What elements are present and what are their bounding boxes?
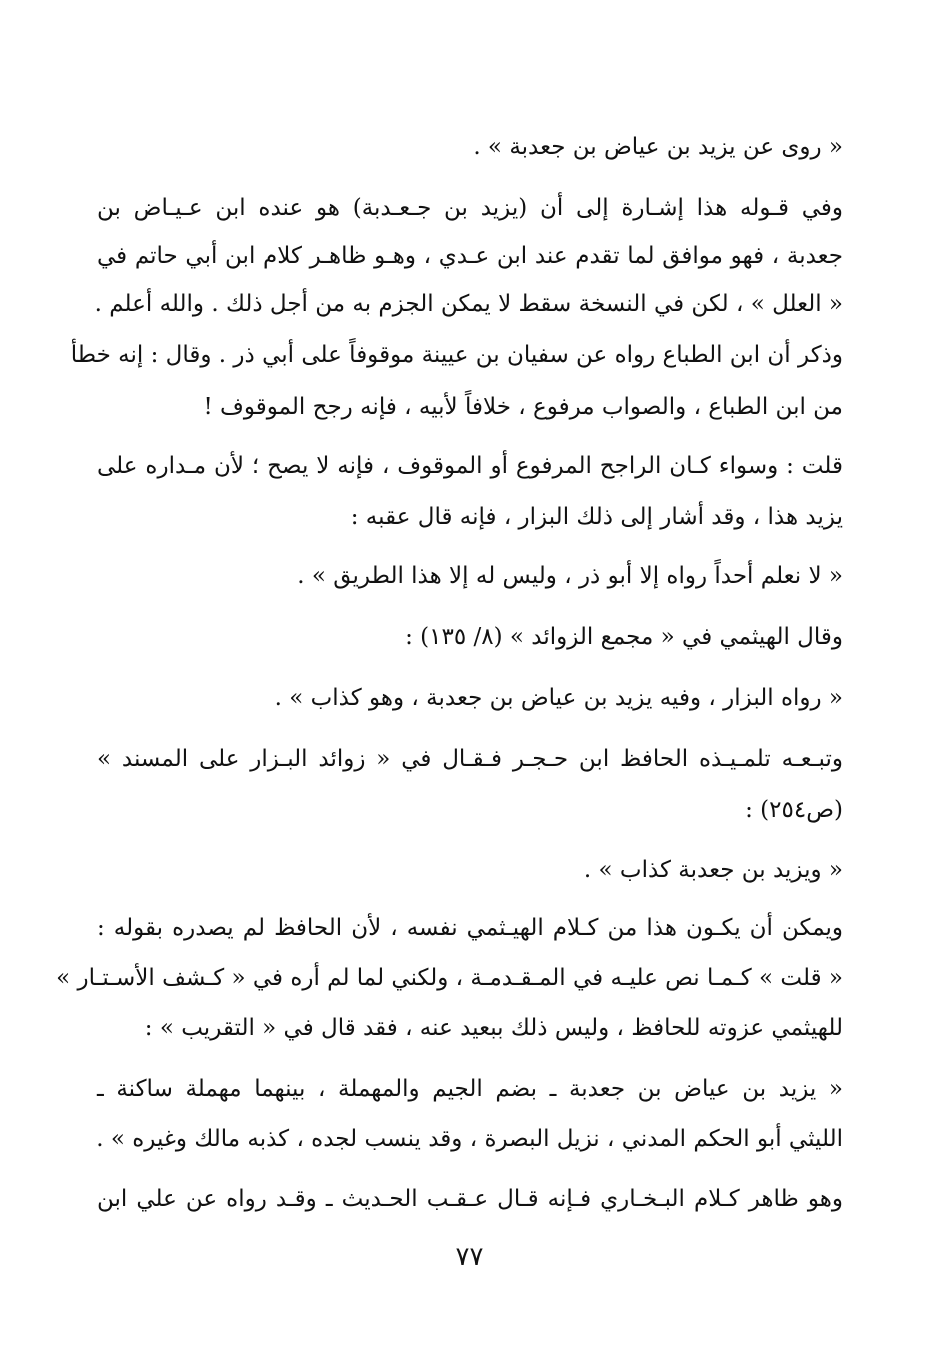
paragraph-line: للهيثمي عزوته للحافظ ، وليس ذلك ببعيد عنه ، فقد قال في « التقريب » : [144, 1015, 843, 1041]
paragraph-line: ويمكن أن يكـون هذا من كـلام الهيـثمي نفسه ، لأن الحافظ لم يصدره بقوله : [97, 915, 843, 941]
paragraph-line: جعدبة ، فهو موافق لما تقدم عند ابن عـدي ، وهـو ظاهـر كلام ابن أبي حاتم في [97, 243, 843, 269]
paragraph-line: وهو ظاهر كـلام البـخـاري فـإنه قـال عـقـب الحـديث ـ وقـد رواه عن علي ابن [97, 1186, 843, 1212]
quote-line: الليثي أبو الحكم المدني ، نزيل البصرة ، وقد ينسب لجده ، كذبه مالك وغيره » . [96, 1126, 843, 1152]
paragraph-line: « العلل » ، لكن في النسخة سقط لا يمكن الجزم به من أجل ذلك . والله أعلم . [94, 291, 843, 317]
quote-line: « رواه البزار ، وفيه يزيد بن عياض بن جعدبة ، وهو كذاب » . [274, 685, 843, 711]
quote-line: « يزيد بن عياض بن جعدبة ـ بضم الجيم والمهملة ، بينهما مهملة ساكنة ـ [97, 1076, 843, 1102]
paragraph-line: قلت : وسواء كـان الراجح المرفوع أو الموقوف ، فإنه لا يصح ؛ لأن مـداره على [97, 453, 843, 479]
paragraph-line: « قلت » كـمـا نص عليـه في المـقـدمـة ، ولكني لما لم أره في « كـشف الأسـتـار » [56, 965, 843, 991]
paragraph-line: وتبـعـه تلمـيـذه الحافظ ابن حـجـر فـقـال في « زوائد البـزار على المسند » [97, 746, 843, 772]
paragraph-line: من ابن الطباع ، والصواب مرفوع ، خلافاً لأبيه ، فإنه رجح الموقوف ! [203, 394, 843, 420]
quote-line: « روى عن يزيد بن عياض بن جعدبة » . [473, 134, 843, 160]
paragraph-line: وذكر أن ابن الطباع رواه عن سفيان بن عيينة موقوفاً على أبي ذر . وقال : إنه خطأ [70, 342, 843, 368]
paragraph-line: يزيد هذا ، وقد أشار إلى ذلك البزار ، فإنه قال عقبه : [350, 504, 843, 530]
page-number: ٧٧ [455, 1242, 484, 1272]
paragraph-line: (ص٢٥٤) : [745, 797, 843, 823]
paragraph-line: وقال الهيثمي في « مجمع الزوائد » (٨/ ١٣٥) : [405, 624, 843, 650]
paragraph-line: وفي قـوله هذا إشـارة إلى أن (يزيد بن جـعـدبة) هو عنده ابن عـيـاض بن [97, 195, 843, 221]
quote-line: « لا نعلم أحداً رواه إلا أبو ذر ، وليس له إلا هذا الطريق » . [297, 563, 843, 589]
quote-line: « ويزيد بن جعدبة كذاب » . [583, 857, 843, 883]
